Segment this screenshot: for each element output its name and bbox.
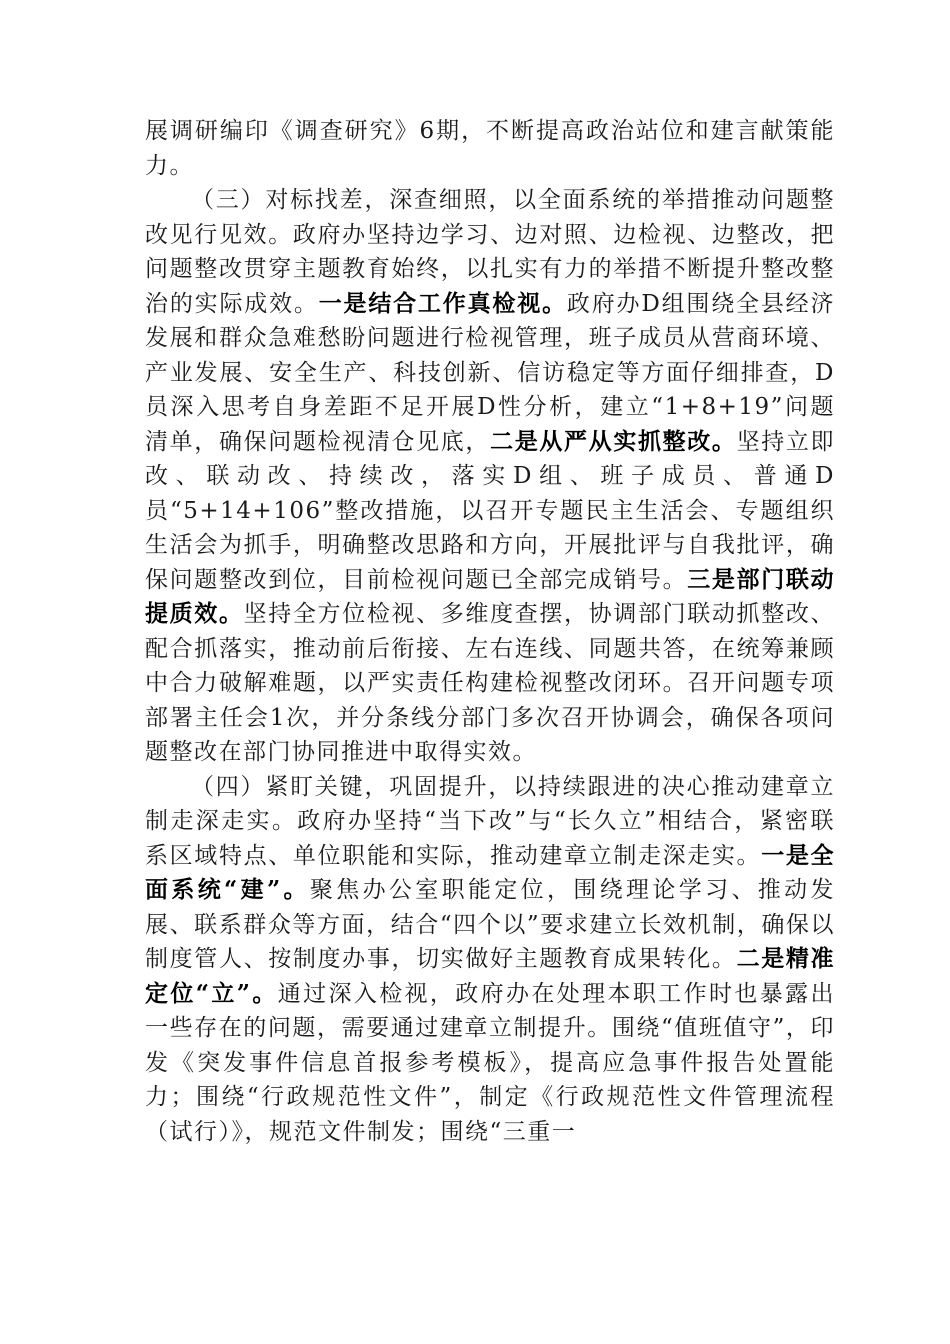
paragraph-3-run-3: 聚焦办公室职能定位，围绕理论学习、推动发展、联系群众等方面，结合“四个以”要求建立长效机制，确保以制度管人、按制度办事，切实做好主题教育成果转化。 xyxy=(145,877,835,972)
paragraph-2-bold-heading-2: 二是从严从实抓整改。 xyxy=(490,427,737,455)
paragraph-2 xyxy=(145,183,835,770)
paragraph-2-bold-heading-3: 三是部门联动提质效。 xyxy=(145,565,836,627)
paragraph-1-run-1: 展调研编印《调查研究》6期，不断提高政治站位和建言献策能力。 xyxy=(145,118,835,179)
paragraph-3-run-1: （四）紧盯关键，巩固提升，以持续跟进的决心推动建章立制走深走实。政府办坚持“当下改”与“长久立”相结合，紧密联系区域特点、单位职能和实际，推动建章立制走深走实。 xyxy=(145,773,835,869)
paragraph-2-run-1: （三）对标找差，深查细照，以全面系统的举措推动问题整改见行见效。政府办坚持边学习、边对照、边检视、边整改，把问题整改贯穿主题教育始终，以扎实有力的举措不断提升整改整治的实际成效。 xyxy=(145,187,835,317)
paragraph-2-run-3: 政府办D组围绕全县经济发展和群众急难愁盼问题进行检视管理，班子成员从营商环境、产业发展、安全生产、科技创新、信访稳定等方面仔细排查，D员深入思考自身差距不足开展D性分析，建立“1+8+19”问题清单，确保问题检视清仓见底， xyxy=(145,290,835,455)
paragraph-3 xyxy=(145,770,835,1150)
paragraph-2-bold-heading-1: 一是结合工作真检视。 xyxy=(318,289,567,317)
paragraph-3-bold-heading-1: 一是全面系统“建”。 xyxy=(145,841,836,903)
paragraph-2-run-5: 坚持立即改、联动改、持续改，落实D组、班子成员、普通D员“5+14+106”整改措施，以召开专题民主生活会、专题组织生活会为抓手，明确整改思路和方向，开展批评与自我批评，确保问题整改到位，目前检视问题已全部完成销号。 xyxy=(145,428,836,593)
paragraph-2-run-7: 坚持全方位检视、多维度查摆，协调部门联动抓整改、配合抓落实，推动前后衔接、左右连线、同题共答，在统筹兼顾中合力破解难题，以严实责任构建检视整改闭环。召开问题专项部署主任会1次，并分条线分部门多次召开协调会，确保各项问题整改在部门协同推进中取得实效。 xyxy=(145,601,836,765)
paragraph-1 xyxy=(145,114,835,183)
paragraph-3-bold-heading-2: 二是精准定位“立”。 xyxy=(145,945,836,1007)
paragraph-3-run-5: 通过深入检视，政府办在处理本职工作时也暴露出一些存在的问题，需要通过建章立制提升。围绕“值班值守”，印发《突发事件信息首报参考模板》，提高应急事件报告处置能力；围绕“行政规范性文件”，制定《行政规范性文件管理流程（试行）》，规范文件制发；围绕“三重一 xyxy=(145,980,836,1145)
document-body xyxy=(145,114,835,1149)
